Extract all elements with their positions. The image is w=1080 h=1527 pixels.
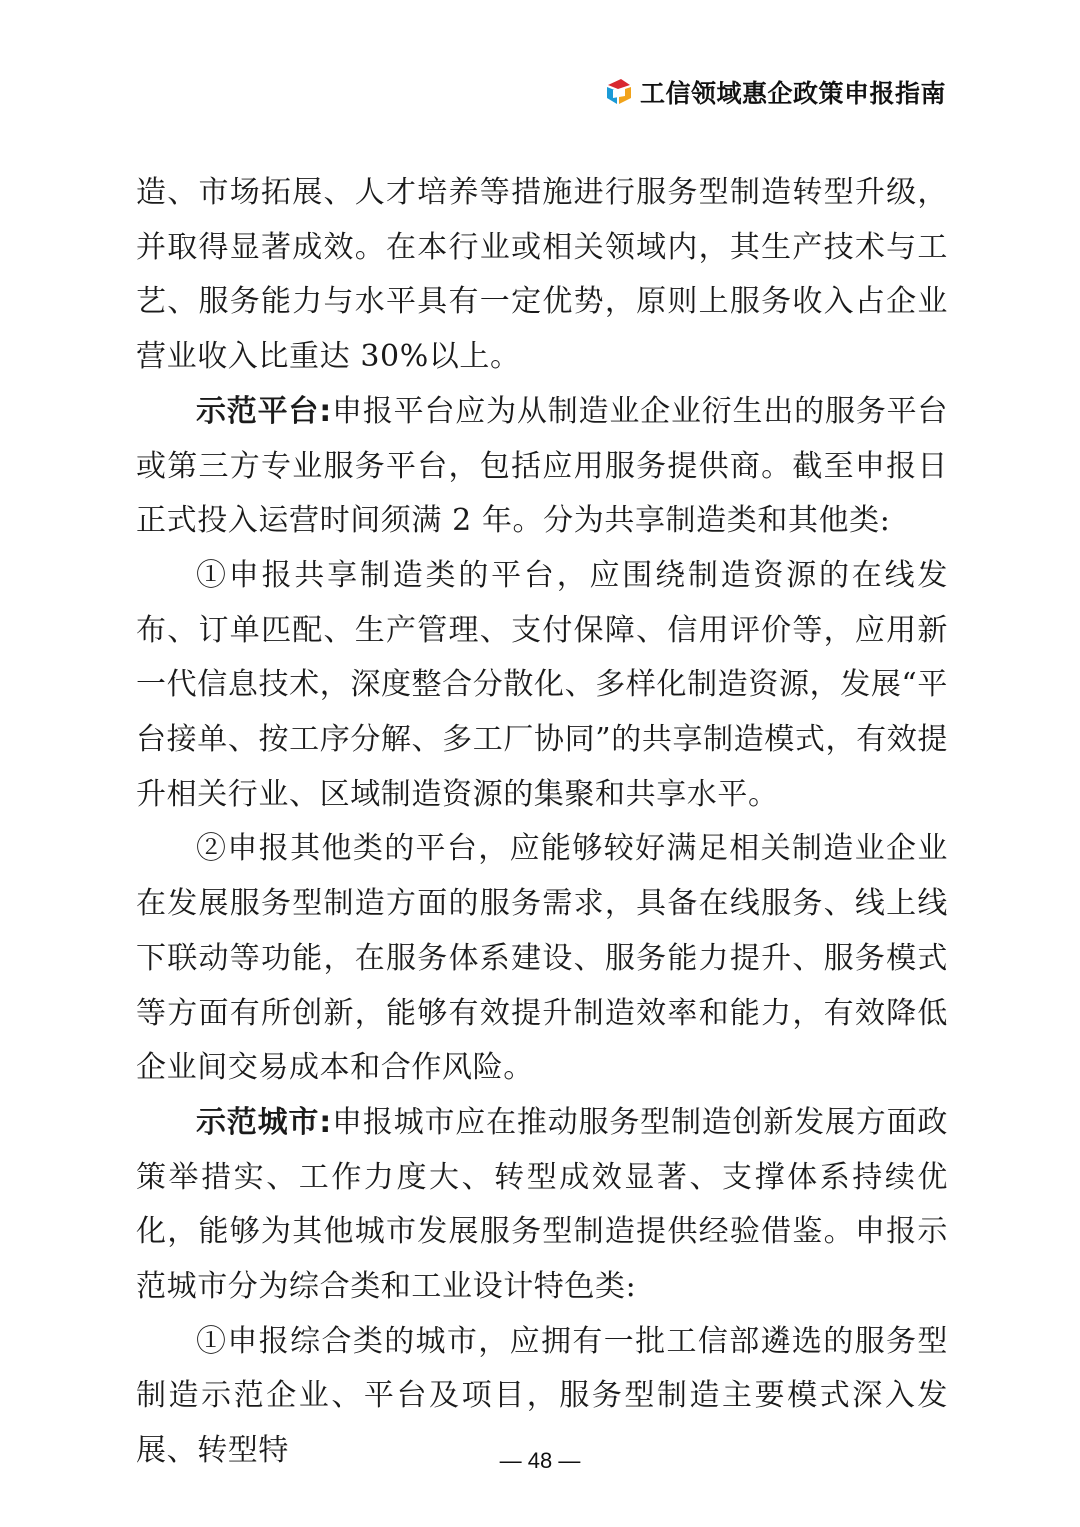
document-body <box>136 166 948 1479</box>
paragraph <box>136 822 948 1096</box>
paragraph-text: 申报城市应在推动服务型制造创新发展方面政策举措实、工作力度大、转型成效显著、支撑体系持续优化，能够为其他城市发展服务型制造提供经验借鉴。申报示范城市分为综合类和工业设计特色类: <box>136 1104 949 1305</box>
paragraph-text: 造、市场拓展、人才培养等措施进行服务型制造转型升级，并取得显著成效。在本行业或相关领域内，其生产技术与工艺、服务能力与水平具有一定优势，原则上服务收入占企业营业收入比重达 30%以上。 <box>136 175 948 375</box>
page-header <box>604 74 946 110</box>
section-lead: 示范平台: <box>196 393 332 429</box>
paragraph-text: ①申报共享制造类的平台，应围绕制造资源的在线发布、订单匹配、生产管理、支付保障、信用评价等，应用新一代信息技术，深度整合分散化、多样化制造资源，发展“平台接单、按工序分解、多工厂协同”的共享制造模式，有效提升相关行业、区域制造资源的集聚和共享水平。 <box>136 557 948 812</box>
paragraph <box>136 1096 948 1315</box>
paragraph <box>136 166 948 385</box>
paragraph-text: ②申报其他类的平台，应能够较好满足相关制造业企业在发展服务型制造方面的服务需求，具备在线服务、线上线下联动等功能，在服务体系建设、服务能力提升、服务模式等方面有所创新，能够有效提升制造效率和能力，有效降低企业间交易成本和合作风险。 <box>136 831 948 1086</box>
paragraph <box>136 549 948 823</box>
section-lead: 示范城市: <box>196 1104 332 1140</box>
page-number: — 48 — <box>499 1448 581 1473</box>
logo-icon <box>604 77 634 107</box>
paragraph-text: ①申报综合类的城市，应拥有一批工信部遴选的服务型制造示范企业、平台及项目，服务型制造主要模式深入发展、转型特 <box>136 1323 948 1469</box>
paragraph-text: 申报平台应为从制造业企业衍生出的服务平台或第三方专业服务平台，包括应用服务提供商。截至申报日正式投入运营时间须满 2 年。分为共享制造类和其他类: <box>136 393 949 539</box>
paragraph <box>136 385 948 549</box>
header-title: 工信领域惠企政策申报指南 <box>639 79 946 108</box>
